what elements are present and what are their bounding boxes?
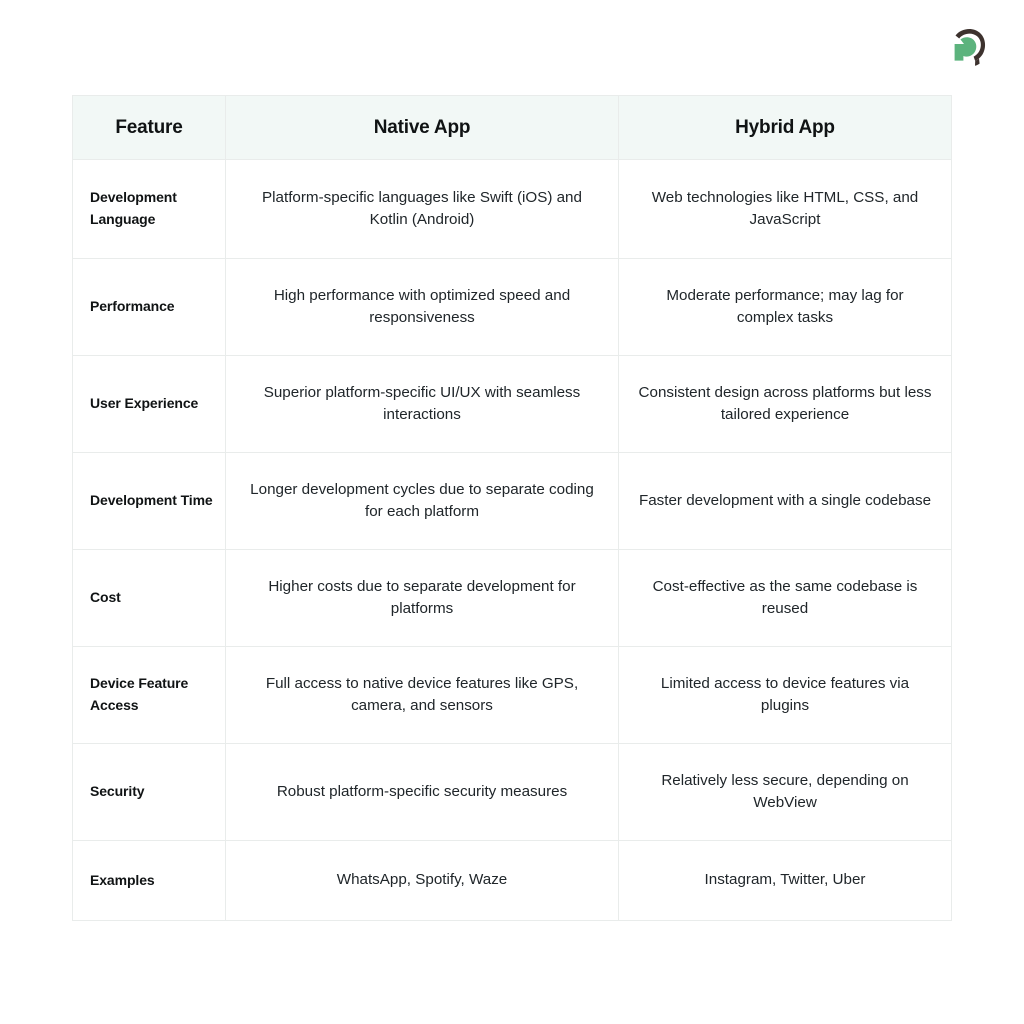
comparison-table-container — [72, 95, 951, 921]
cell-native: WhatsApp, Spotify, Waze — [226, 841, 619, 921]
table-header-row — [73, 96, 952, 160]
cell-feature: Development Time — [73, 453, 226, 550]
cell-feature: Security — [73, 744, 226, 841]
cell-native: Higher costs due to separate development for platforms — [226, 550, 619, 647]
cell-native: Longer development cycles due to separate coding for each platform — [226, 453, 619, 550]
table-row — [73, 453, 952, 550]
table-row — [73, 647, 952, 744]
cell-native: Platform-specific languages like Swift (iOS) and Kotlin (Android) — [226, 160, 619, 259]
table-body — [73, 160, 952, 921]
cell-feature: Performance — [73, 259, 226, 356]
cell-native: High performance with optimized speed and responsiveness — [226, 259, 619, 356]
cell-hybrid: Instagram, Twitter, Uber — [619, 841, 952, 921]
table-row — [73, 550, 952, 647]
cell-hybrid: Cost-effective as the same codebase is reused — [619, 550, 952, 647]
cell-native: Full access to native device features like GPS, camera, and sensors — [226, 647, 619, 744]
brand-logo — [944, 22, 992, 70]
cell-feature: Examples — [73, 841, 226, 921]
table-row — [73, 356, 952, 453]
native-vs-hybrid-comparison-table — [72, 95, 952, 921]
cell-hybrid: Relatively less secure, depending on WebView — [619, 744, 952, 841]
table-row — [73, 259, 952, 356]
cell-hybrid: Faster development with a single codebase — [619, 453, 952, 550]
cell-native: Robust platform-specific security measures — [226, 744, 619, 841]
cell-hybrid: Limited access to device features via plugins — [619, 647, 952, 744]
cell-native: Superior platform-specific UI/UX with seamless interactions — [226, 356, 619, 453]
table-header — [73, 96, 952, 160]
table-row — [73, 160, 952, 259]
table-row — [73, 744, 952, 841]
cell-hybrid: Web technologies like HTML, CSS, and JavaScript — [619, 160, 952, 259]
table-row — [73, 841, 952, 921]
cell-feature: Cost — [73, 550, 226, 647]
column-header-native-app: Native App — [226, 96, 619, 160]
cell-hybrid: Consistent design across platforms but less tailored experience — [619, 356, 952, 453]
column-header-hybrid-app: Hybrid App — [619, 96, 952, 160]
cell-feature: Development Language — [73, 160, 226, 259]
column-header-feature: Feature — [73, 96, 226, 160]
spartan-helmet-leaf-icon — [945, 23, 991, 69]
cell-feature: User Experience — [73, 356, 226, 453]
cell-feature: Device Feature Access — [73, 647, 226, 744]
cell-hybrid: Moderate performance; may lag for complex tasks — [619, 259, 952, 356]
